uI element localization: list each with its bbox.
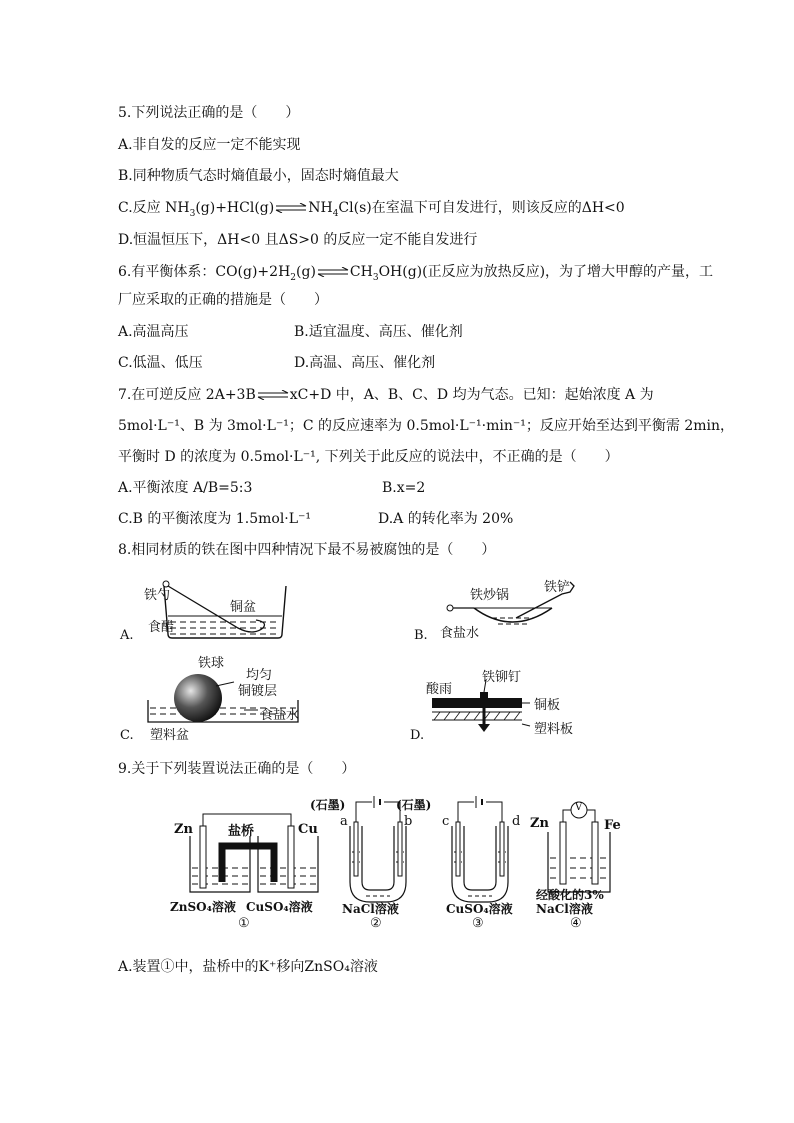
q7-option-a: A.平衡浓度 A/B=5:3 xyxy=(118,480,253,496)
fig-c-label-plastic-basin: 塑料盆 xyxy=(150,728,190,743)
voltmeter-icon: V xyxy=(575,802,583,813)
q7-option-c: C.B 的平衡浓度为 1.5mol·L⁻¹ xyxy=(118,511,312,527)
q9-label-zn: Zn xyxy=(174,822,193,837)
fig-b-label-spatula: 铁铲 xyxy=(544,580,571,595)
q8-stem: 8.相同材质的铁在图中四种情况下最不易被腐蚀的是（ ） xyxy=(118,542,496,558)
q7-stem-line2: 5mol·L⁻¹、B 为 3mol·L⁻¹；C 的反应速率为 0.5mol·L⁻¹·min⁻¹；反应开始至达到平衡需 2min， xyxy=(118,418,735,434)
q7-option-d: D.A 的转化率为 20% xyxy=(378,511,514,527)
equilibrium-arrow-icon xyxy=(316,267,350,277)
q9-label-nacl-2: NaCl溶液 xyxy=(536,902,593,916)
figure-c-copper-plated-iron-ball xyxy=(118,652,328,744)
q5-option-c: C.反应 $NH_3(g)+HCl(g)$ $NH_4Cl(s)$在室温下可自发进行，则该反应的ΔH<0 xyxy=(118,200,625,219)
fig-c-label-saltwater: 食盐水 xyxy=(260,708,300,723)
fig-d-letter: D. xyxy=(410,728,425,743)
q9-number-3: ③ xyxy=(472,916,484,931)
q9-option-a: A.装置①中，盐桥中的K⁺移向ZnSO₄溶液 xyxy=(118,959,378,975)
q9-label-c: c xyxy=(442,814,450,829)
fig-a-label-basin: 铜盆 xyxy=(230,600,257,615)
q6-option-b: B.适宜温度、高压、催化剂 xyxy=(294,324,463,340)
equilibrium-arrow-icon xyxy=(256,390,290,400)
q9-label-zn-2: Zn xyxy=(530,816,549,831)
q9-label-cu: Cu xyxy=(298,822,318,837)
q9-stem: 9.关于下列装置说法正确的是（ ） xyxy=(118,761,356,777)
q6-stem: 6.有平衡体系：$CO(g)+2H_2(g)$ $CH_3OH(g)$(正反应为放热反应)，为了增大甲醇的产量，工 xyxy=(118,264,714,283)
figure-d-iron-rivet xyxy=(408,662,608,744)
q6-option-a: A.高温高压 xyxy=(118,324,189,340)
equilibrium-arrow-icon xyxy=(274,203,308,213)
fig-c-letter: C. xyxy=(120,728,134,743)
fig-d-label-rivet: 铁铆钉 xyxy=(482,670,522,685)
q9-label-graphite-b: (石墨) xyxy=(396,798,432,812)
q7-stem-line3: 平衡时 D 的浓度为 0.5mol·L⁻¹, 下列关于此反应的说法中，不正确的是（ ） xyxy=(118,449,619,465)
q6-option-c: C.低温、低压 xyxy=(118,355,203,371)
q9-number-1: ① xyxy=(238,916,250,931)
q9-label-cuso4: CuSO₄溶液 xyxy=(246,900,313,914)
q9-label-cuso4-2: CuSO₄溶液 xyxy=(446,902,513,916)
fig-a-label-vinegar: 食醋 xyxy=(148,620,175,635)
q9-number-2: ② xyxy=(370,916,382,931)
fig-a-label-spoon: 铁勺 xyxy=(144,588,171,603)
q6-option-d: D.高温、高压、催化剂 xyxy=(294,355,436,371)
figure-b-iron-wok xyxy=(412,572,592,644)
fig-a-letter: A. xyxy=(120,628,134,643)
q9-label-nacl: NaCl溶液 xyxy=(342,902,399,916)
q5-option-a: A.非自发的反应一定不能实现 xyxy=(118,137,301,153)
fig-b-label-saltwater: 食盐水 xyxy=(440,626,480,641)
q7-option-b: B.x=2 xyxy=(382,480,426,496)
q7-stem: 7.在可逆反应 2A+3B xC+D 中，A、B、C、D 均为气态。已知：起始浓度 A 为 xyxy=(118,387,654,403)
fig-d-label-plastic-plate: 塑料板 xyxy=(534,722,574,737)
q9-number-4: ④ xyxy=(570,916,582,931)
q9-label-b: b xyxy=(404,814,413,829)
fig-d-label-acid-rain: 酸雨 xyxy=(426,682,453,697)
fig-b-letter: B. xyxy=(414,628,428,643)
q5-option-b: B.同种物质气态时熵值最小，固态时熵值最大 xyxy=(118,168,399,184)
q9-label-fe: Fe xyxy=(604,818,621,833)
q9-label-salt-bridge: 盐桥 xyxy=(228,824,255,839)
q5-stem: 5.下列说法正确的是（ ） xyxy=(118,105,300,121)
q9-label-d: d xyxy=(512,814,521,829)
figure-q9-electrochemical-devices xyxy=(170,792,630,942)
q9-label-znso4: ZnSO₄溶液 xyxy=(170,900,236,914)
fig-c-label-ball: 铁球 xyxy=(198,656,225,671)
q9-label-acidified: 经酸化的3% xyxy=(536,888,604,902)
figure-a-iron-spoon-copper-basin xyxy=(118,572,308,644)
q9-label-a: a xyxy=(340,814,348,829)
fig-c-label-plating: 铜镀层 xyxy=(238,684,278,699)
fig-c-label-even: 均匀 xyxy=(246,668,273,683)
fig-d-label-copper-plate: 铜板 xyxy=(534,698,561,713)
q9-label-graphite-a: (石墨) xyxy=(310,798,346,812)
fig-b-label-wok: 铁炒锅 xyxy=(470,588,510,603)
q5-option-d: D.恒温恒压下，ΔH<0 且ΔS>0 的反应一定不能自发进行 xyxy=(118,232,478,248)
q6-stem-line2: 厂应采取的正确的措施是（ ） xyxy=(118,292,328,308)
